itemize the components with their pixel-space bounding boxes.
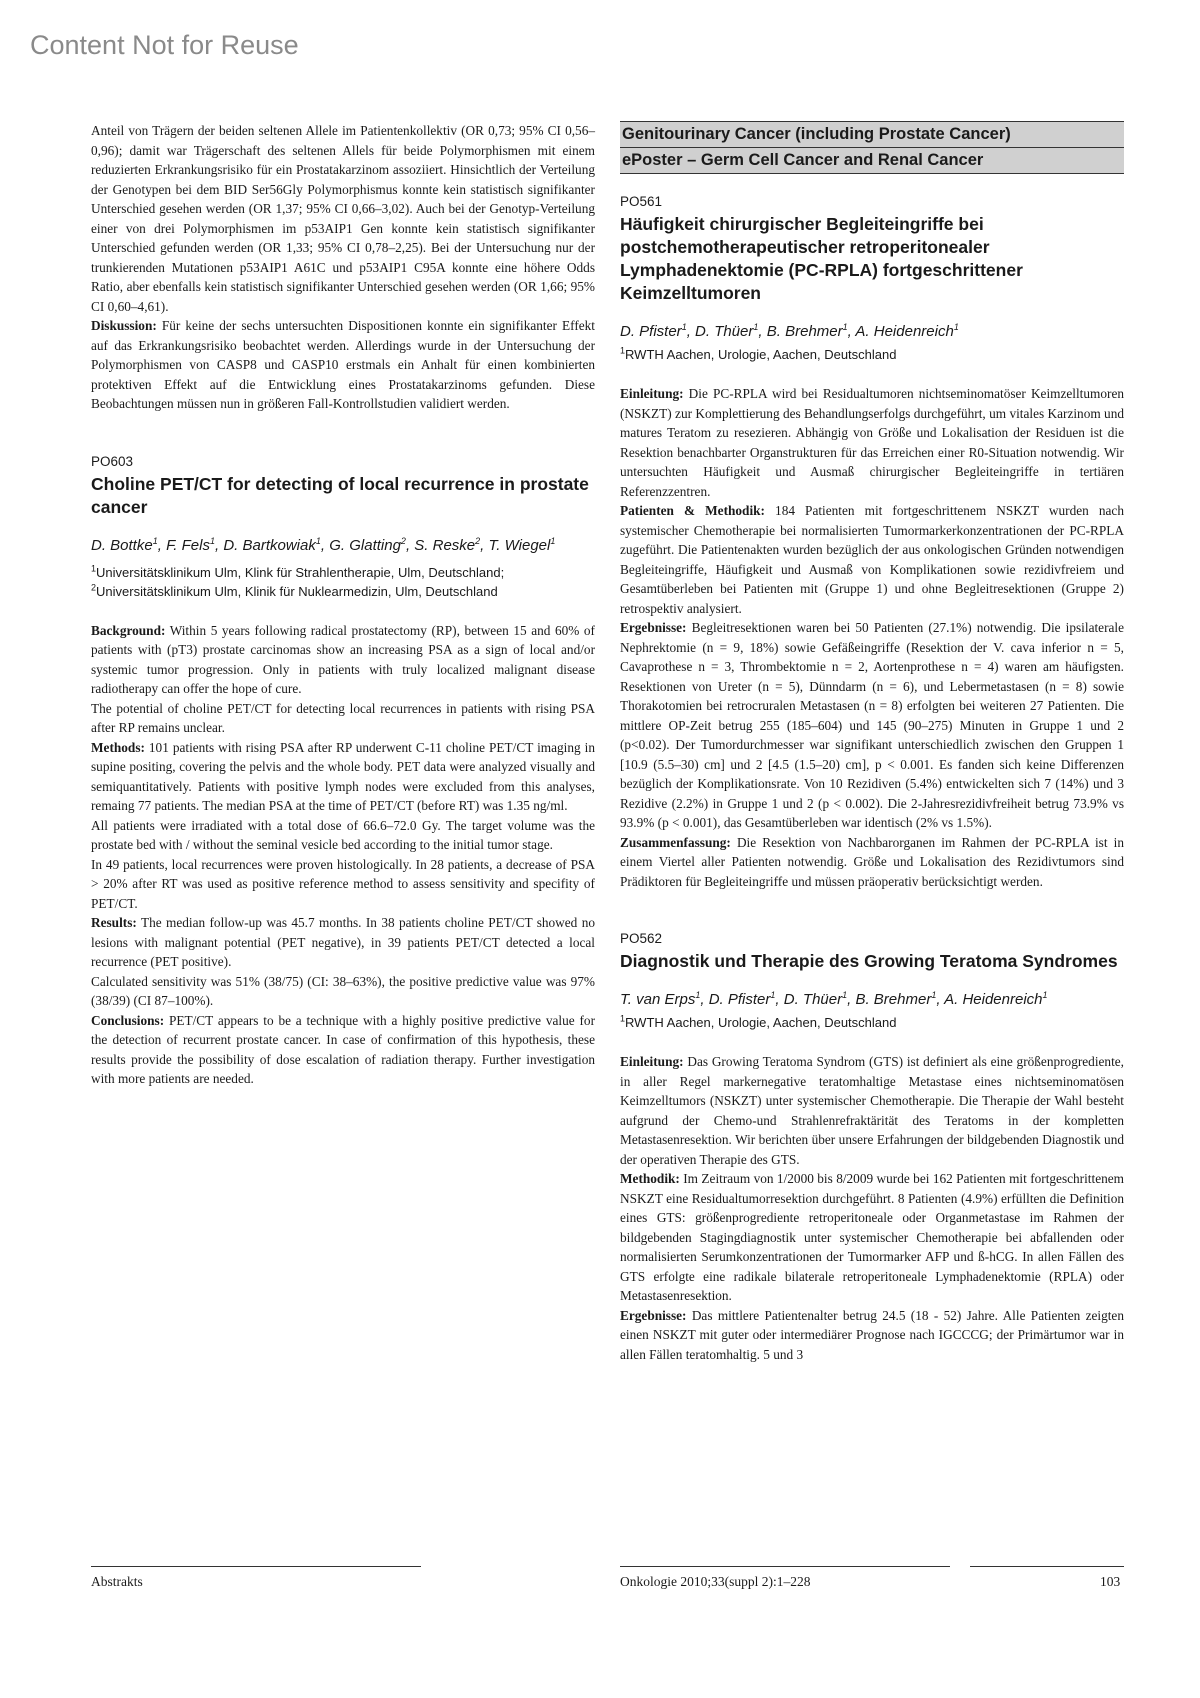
author-affiliation-marker: 1	[681, 322, 687, 332]
affiliation-text: Universitätsklinikum Ulm, Klink für Strahlentherapie, Ulm, Deutschland;	[96, 564, 505, 580]
discussion-paragraph	[91, 316, 595, 414]
abstract-id: PO603	[91, 453, 134, 469]
paragraph-label: Conclusions:	[91, 1012, 165, 1028]
paragraph-text: All patients were irradiated with a total dose of 66.6–72.0 Gy. The target volume was the prostate bed with / without the seminal vesicle bed according to the initial tumor stage.	[91, 817, 595, 852]
affiliation-list	[620, 345, 1124, 364]
continuation-paragraph: Anteil von Trägern der beiden seltenen Allele im Patientenkollektiv (OR 0,73; 95% CI 0,56–0,96); damit war Trägerschaft des seltenen Allels für beide Polymorphismen mit einem reduzierten Erkrankungsrisiko für ein Prostatakarzinom assoziiert. Hinsichtlich der Verteilung der Genotypen bei dem BID Ser56Gly Polymorphismus konnte kein statistisch signifikanter Unterschied gesehen werden (OR 1,37; 95% CI 0,66–3,02). Auch bei der Genotyp-Verteilung einer von drei Polymorphismen im p53AIP1 Gen konnte kein statistisch signifikanter Unterschied gefunden werden (OR 1,33; 95% CI 0,78–2,25). Bei der Untersuchung nur der trunkierenden Mutationen p53AIP1 A61C und p53AIP1 C95A konnte eine höhere Odds Ratio, aber ebenfalls kein statistisch signifikanter Unterschied gesehen werden (OR 1,66; 95% CI 0,60–4,61).	[91, 123, 595, 314]
abstract-id: PO561	[620, 194, 663, 209]
affiliation-text: RWTH Aachen, Urologie, Aachen, Deutschland	[625, 347, 897, 362]
abstract-paragraph	[620, 1169, 1124, 1306]
abstract-paragraph	[91, 972, 595, 1011]
abstract-body	[620, 1052, 1124, 1364]
author-affiliation-marker: 2	[475, 535, 481, 546]
author-affiliation-marker: 2	[400, 535, 406, 546]
author-affiliation-marker: 1	[931, 990, 937, 1000]
footer-rule-center	[620, 1566, 950, 1567]
right-column	[620, 121, 1124, 1364]
paragraph-text: Within 5 years following radical prostatectomy (RP), between 15 and 60% of patients with (pT3) prostate carcinomas show an increasing PSA as a sign of local and/or systemic tumor progression. Only in patients with truly localized malignant disease radiotherapy can offer the hope of cure.	[91, 622, 595, 696]
paragraph-label: Patienten & Methodik:	[620, 503, 765, 518]
author-name: B. Brehmer	[855, 991, 932, 1008]
left-column	[91, 121, 595, 1089]
affiliation	[620, 345, 1124, 364]
paragraph-text: PET/CT appears to be a technique with a highly positive predictive value for the detection of recurrent prostate cancer. In case of confirmation of this hypothesis, these results provide the possibility of dose escalation of radiation therapy. Further investigation with more patients are needed.	[91, 1012, 595, 1086]
abstract-paragraph	[620, 1306, 1124, 1365]
author-name: F. Fels	[166, 536, 210, 554]
author-separator: ,	[320, 536, 330, 554]
abstract-paragraph	[620, 384, 1124, 501]
author-separator: ,	[686, 323, 696, 340]
footer-journal-section: Abstrakts	[91, 1574, 143, 1589]
abstract-paragraph	[91, 699, 595, 738]
paragraph-text: 184 Patienten mit fortgeschrittenem NSKZT wurden nach systemischer Chemotherapie bei normalisierten Tumormarkerkonzentrationen der PC-RPLA zugeführt. Die Patientenakten wurden bezüglich der aus onkologischen Gründen notwendigen Begleiteingriffe, Häufigkeit und Ausmaß von Komplikationen sowie rezidivfreiem und Gesamtüberleben bei Patienten mit (Gruppe 1) und ohne Begleitresektionen (Gruppe 2) retrospektiv analysiert.	[620, 503, 1124, 616]
author-name: T. van Erps	[620, 991, 696, 1008]
paragraph-label: Einleitung:	[620, 386, 684, 401]
author-name: T. Wiegel	[488, 536, 551, 554]
abstract-title: Häufigkeit chirurgischer Begleiteingriffe bei postchemotherapeutischer retroperitonealer Lymphadenektomie (PC-RPLA) fortgeschrittener Keimzelltumoren	[620, 214, 1023, 303]
affiliation-marker: 1	[620, 1013, 626, 1024]
abstract-paragraph	[91, 913, 595, 972]
author-separator: ,	[936, 991, 945, 1008]
paragraph-text: The potential of choline PET/CT for detecting local recurrences in patients with rising PSA after RP remains unclear.	[91, 700, 595, 735]
affiliation-list	[91, 563, 595, 601]
author-affiliation-marker: 1	[770, 990, 776, 1000]
page-number: 103	[1100, 1574, 1121, 1589]
author-separator: ,	[405, 536, 415, 554]
author-name: D. Thüer	[783, 991, 843, 1008]
author-separator: ,	[847, 323, 856, 340]
paragraph-label: Methods:	[91, 739, 145, 755]
affiliation-marker: 1	[620, 345, 626, 356]
author-separator: ,	[157, 536, 167, 554]
author-list	[91, 535, 595, 557]
paragraph-label: Zusammenfassung:	[620, 834, 731, 850]
author-name: D. Pfister	[620, 323, 682, 340]
watermark-text: Content Not for Reuse	[30, 30, 299, 60]
abstract-id: PO562	[620, 931, 663, 946]
footer-rule-right	[970, 1566, 1124, 1567]
affiliation	[91, 582, 595, 601]
affiliation-text: RWTH Aachen, Urologie, Aachen, Deutschland	[625, 1015, 897, 1030]
author-name: S. Reske	[414, 536, 476, 554]
abstract-paragraph	[91, 1011, 595, 1089]
author-affiliation-marker: 1	[753, 322, 759, 332]
section-header-topic: Genitourinary Cancer (including Prostate Cancer)	[620, 121, 1124, 148]
affiliation	[620, 1013, 1124, 1032]
author-affiliation-marker: 1	[550, 535, 556, 546]
affiliation-marker: 1	[91, 563, 97, 574]
author-separator: ,	[758, 323, 767, 340]
paragraph-text: The median follow-up was 45.7 months. In 38 patients choline PET/CT showed no lesions with malignant potential (PET negative), in 39 patients PET/CT detected a local recurrence (PET positive).	[91, 915, 595, 969]
author-list	[620, 321, 1124, 343]
author-separator: ,	[775, 991, 784, 1008]
section-header-session: ePoster – Germ Cell Cancer and Renal Cancer	[620, 148, 1124, 174]
paragraph-text: Das mittlere Patientenalter betrug 24.5 (18 - 52) Jahre. Alle Patienten zeigten einen NSKZT mit guter oder intermediärer Prognose nach IGCCCG; der Primärtumor war in allen Fällen teratomhaltig. 5 und 3	[620, 1307, 1124, 1362]
author-name: G. Glatting	[329, 536, 401, 554]
footer-rule-left	[91, 1566, 421, 1567]
author-affiliation-marker: 1	[315, 535, 321, 546]
author-separator: ,	[700, 991, 709, 1008]
abstract-paragraph	[620, 1052, 1124, 1169]
paragraph-label: Background:	[91, 622, 166, 638]
author-name: D. Bartkowiak	[223, 536, 316, 554]
author-affiliation-marker: 1	[953, 322, 959, 332]
author-affiliation-marker: 1	[1042, 990, 1048, 1000]
author-affiliation-marker: 1	[152, 535, 158, 546]
discussion-label: Diskussion:	[91, 318, 157, 333]
author-name: D. Thüer	[695, 323, 754, 340]
paragraph-text: Calculated sensitivity was 51% (38/75) (CI: 38–63%), the positive predictive value was 97% (38/39) (CI 87–100%).	[91, 973, 595, 1008]
author-name: A. Heidenreich	[855, 323, 954, 340]
paragraph-text: 101 patients with rising PSA after RP underwent C-11 choline PET/CT imaging in supine positing, covering the pelvis and the whole body. PET data were analyzed visually and semiquantitatively. Patients with positive lymph nodes were excluded from this analyses, remaing 77 patients. The median PSA at the time of PET/CT (before RT) was 1.35 ng/ml.	[91, 739, 595, 813]
affiliation-list	[620, 1013, 1124, 1032]
abstract-paragraph	[620, 833, 1124, 892]
author-separator: ,	[847, 991, 856, 1008]
abstract-body	[620, 384, 1124, 891]
abstract-paragraph	[620, 501, 1124, 618]
paragraph-label: Einleitung:	[620, 1054, 684, 1069]
paragraph-text: Im Zeitraum von 1/2000 bis 8/2009 wurde bei 162 Patienten mit fortgeschrittenem NSKZT eine Residualtumorresektion durchgeführt. 8 Patienten (4.9%) erfüllten die Definition eines GTS: größenprogrediente retroperitoneale oder Organmetastase im Rahmen der bildgebenden Stagingdiagnostik unter systemischer Chemotherapie bei abfallenden oder normalisierten Serumkonzentrationen der Tumormarker AFP und ß-hCG. In allen Fällen des GTS erfolgte eine radikale bilaterale retroperitoneale Lymphadenektomie (RPLA) oder Metastasenresektion.	[620, 1171, 1124, 1303]
footer-citation: Onkologie 2010;33(suppl 2):1–228	[620, 1574, 811, 1589]
abstract-paragraph	[91, 621, 595, 699]
abstract-paragraph	[91, 738, 595, 816]
abstract-body	[91, 621, 595, 1089]
paragraph-text: Begleitresektionen waren bei 50 Patienten (27.1%) notwendig. Die ipsilaterale Nephrektomie (n = 9, 18%) sowie Gefäßeingriffe (Resektion der V. cava inferior n = 5, Cavaprothese n = 3, Thrombektomie n = 2, Aortenprothese n = 4) waren am häufigsten. Resektionen von Ureter (n = 5), Dünndarm (n = 6), und Lebermetastasen (n = 8) sowie Thorakotomien bei retrocruralen Metastasen (n = 8) erfolgten bei weiteren 27 Patienten. Die mittlere OP-Zeit betrug 255 (185–604) und 145 (90–275) Minuten in Gruppe 1 und 2 (p<0.02). Der Tumordurchmesser war signifikant unterschiedlich zwischen den Gruppen 1 [10.9 (5.5–30) cm] und 2 [4.5 (1.5–20) cm], p < 0.001. Es fanden sich keine Differenzen bezüglich der Komplikationsrate. Von 10 Rezidiven (5.4%) entwickelten sich 7 (14%) und 3 Rezidive (2.2%) in Gruppe 1 und 2 (p < 0.002). Die 2-Jahresrezidivfreiheit betrug 73.9% vs 93.9% (p < 0.001), das Gesamtüberleben war identisch (2% vs 1.5%).	[620, 620, 1124, 830]
discussion-text: Für keine der sechs untersuchten Dispositionen konnte ein signifikanter Effekt auf das Erkrankungsrisiko beobachtet werden. Allerdings wurde in der Untersuchung der Polymorphismen von CASP8 und CASP10 erstmals ein Anhalt für einen kombinierten protektiven Effekt auf die Entwicklung eines Prostatakarzinoms gefunden. Diese Beobachtungen müssen nun in größeren Fall-Kontrollstudien validiert werden.	[91, 318, 595, 411]
affiliation-marker: 2	[91, 582, 97, 593]
author-affiliation-marker: 1	[209, 535, 215, 546]
abstract-paragraph	[91, 855, 595, 914]
paragraph-text: Die PC-RPLA wird bei Residualtumoren nichtseminomatöser Keimzelltumoren (NSKZT) zur Komplettierung des Behandlungserfolgs durchgeführt, um vitales Karzinom und matures Teratom zu resezieren. Abhängig von Größe und Lokalisation der Residuen ist die Resektion benachbarter Organstrukturen für das Erreichen einer R0-Situation notwendig. Wir untersuchten Häufigkeit und Ausmaß chirurgischer Begleiteingriffe in tertiären Referenzzentren.	[620, 386, 1124, 499]
author-name: A. Heidenreich	[944, 991, 1043, 1008]
paragraph-text: In 49 patients, local recurrences were proven histologically. In 28 patients, a decrease of PSA > 20% after RT was used as positive reference method to assess sensitivity and specifity of PET/CT.	[91, 856, 595, 911]
affiliation-text: Universitätsklinikum Ulm, Klinik für Nuklearmedizin, Ulm, Deutschland	[96, 583, 498, 599]
author-affiliation-marker: 1	[842, 322, 848, 332]
author-name: D. Pfister	[708, 991, 771, 1008]
author-separator: ,	[214, 536, 224, 554]
abstract-paragraph	[620, 618, 1124, 833]
author-affiliation-marker: 1	[842, 990, 848, 1000]
abstract-title: Choline PET/CT for detecting of local recurrence in prostate cancer	[91, 473, 589, 517]
paragraph-label: Results:	[91, 915, 137, 930]
abstract-po561	[620, 194, 1124, 891]
author-affiliation-marker: 1	[695, 990, 701, 1000]
author-name: B. Brehmer	[766, 323, 843, 340]
abstract-po562	[620, 931, 1124, 1364]
abstract-paragraph	[91, 816, 595, 855]
paragraph-text: Das Growing Teratoma Syndrom (GTS) ist definiert als eine größenprogrediente, in aller Regel markernegative teratomhaltige Metastase eines nichtseminomatösen Keimzelltumors (NSKZT) unter systemischer Chemotherapie. Die Therapie der Wahl besteht aufgrund der Chemo-und Strahlenrefraktärität des Teratoms in der kompletten Metastasenresektion. Wir berichten über unsere Erfahrungen der bildgebenden Diagnostik und der operativen Therapie des GTS.	[620, 1054, 1124, 1167]
author-name: D. Bottke	[91, 536, 153, 554]
abstract-title: Diagnostik und Therapie des Growing Teratoma Syndromes	[620, 951, 1118, 971]
affiliation	[91, 563, 595, 582]
paragraph-text: Die Resektion von Nachbarorganen im Rahmen der PC-RPLA ist in einem Viertel aller Patienten notwendig. Größe und Lokalisation des Rezidivtumors sind Prädiktoren für Begleiteingriffe und müssen präoperativ berücksichtigt werden.	[620, 834, 1124, 889]
paragraph-label: Ergebnisse:	[620, 1307, 687, 1323]
author-separator: ,	[480, 536, 489, 554]
paragraph-label: Ergebnisse:	[620, 620, 687, 635]
abstract-po603	[91, 454, 595, 1089]
paragraph-label: Methodik:	[620, 1171, 680, 1186]
author-list	[620, 989, 1124, 1011]
